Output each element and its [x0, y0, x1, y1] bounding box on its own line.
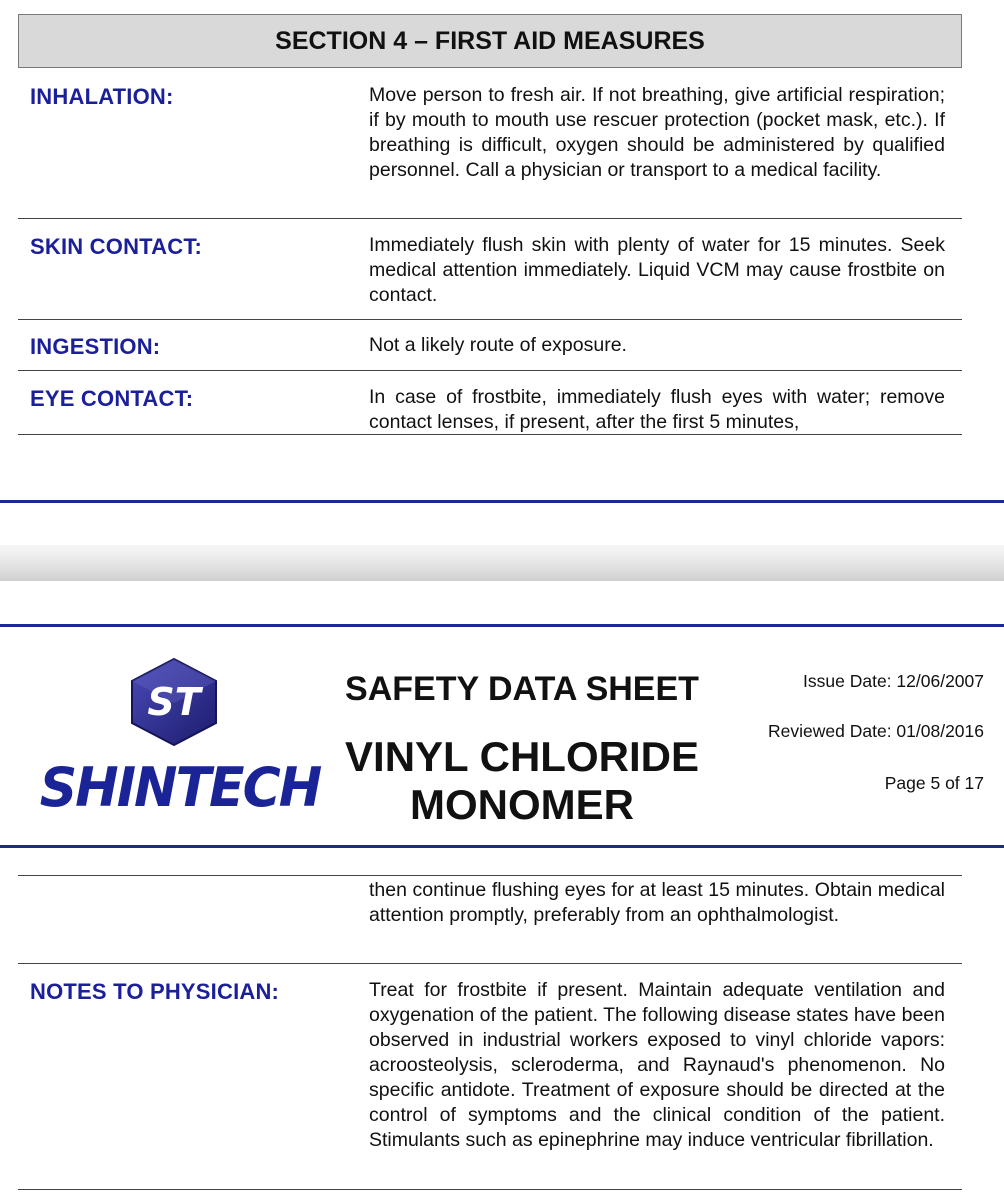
- product-name-line1: VINYL CHLORIDE: [345, 733, 699, 780]
- row-divider: [18, 434, 962, 435]
- header-bottom-rule: [0, 845, 1004, 848]
- product-name-line2: MONOMER: [410, 781, 634, 828]
- section-title: SECTION 4 – FIRST AID MEASURES: [275, 26, 705, 55]
- ingestion-label: INGESTION:: [30, 334, 161, 359]
- row-divider: [18, 875, 962, 876]
- logo-monogram: ST: [147, 680, 201, 724]
- eye-contact-label: EYE CONTACT:: [30, 386, 194, 411]
- skin-contact-text: Immediately flush skin with plenty of water for 15 minutes. Seek medical attention immediately. Liquid VCM may cause frostbite on contact.: [369, 234, 945, 306]
- row-divider: [18, 319, 962, 320]
- page-number: Page 5 of 17: [884, 773, 984, 793]
- inhalation-label: INHALATION:: [30, 84, 174, 109]
- shintech-logo-icon: [128, 657, 220, 747]
- page-top-rule: [0, 624, 1004, 627]
- skin-contact-label: SKIN CONTACT:: [30, 234, 203, 259]
- section-header: [18, 14, 962, 68]
- inhalation-text: Move person to fresh air. If not breathing, give artificial respiration; if by mouth to mouth use rescuer protection (pocket mask, etc.). If breathing is difficult, oxygen should be administered by qualified personnel. Call a physician or transport to a medical facility.: [369, 84, 945, 181]
- row-divider: [18, 963, 962, 964]
- row-divider: [18, 1189, 962, 1190]
- notes-to-physician-label: NOTES TO PHYSICIAN:: [30, 979, 280, 1004]
- eye-contact-text: In case of frostbite, immediately flush eyes with water; remove contact lenses, if present, after the first 5 minutes,: [369, 386, 945, 433]
- notes-to-physician-text: Treat for frostbite if present. Maintain adequate ventilation and oxygenation of the patient. The following disease states have been observed in industrial workers exposed to vinyl chloride vapors: acroosteolysis, scleroderma, and Raynaud's phenomenon. No specific antidote. Treatment of exposure should be directed at the control of symptoms and the clinical condition of the patient. Stimulants such as epinephrine may induce ventricular fibrillation.: [369, 979, 945, 1151]
- reviewed-date: Reviewed Date: 01/08/2016: [768, 721, 984, 741]
- ingestion-text: Not a likely route of exposure.: [369, 334, 627, 356]
- logo-wordmark: SHINTECH: [39, 756, 321, 820]
- page-bottom-rule: [0, 500, 1004, 503]
- page-break-gap: [0, 545, 1004, 581]
- row-divider: [18, 218, 962, 219]
- eye-contact-continued-text: then continue flushing eyes for at least 15 minutes. Obtain medical attention promptly, preferably from an ophthalmologist.: [369, 879, 945, 926]
- sds-title: SAFETY DATA SHEET: [345, 670, 699, 708]
- row-divider: [18, 370, 962, 371]
- issue-date: Issue Date: 12/06/2007: [803, 671, 984, 691]
